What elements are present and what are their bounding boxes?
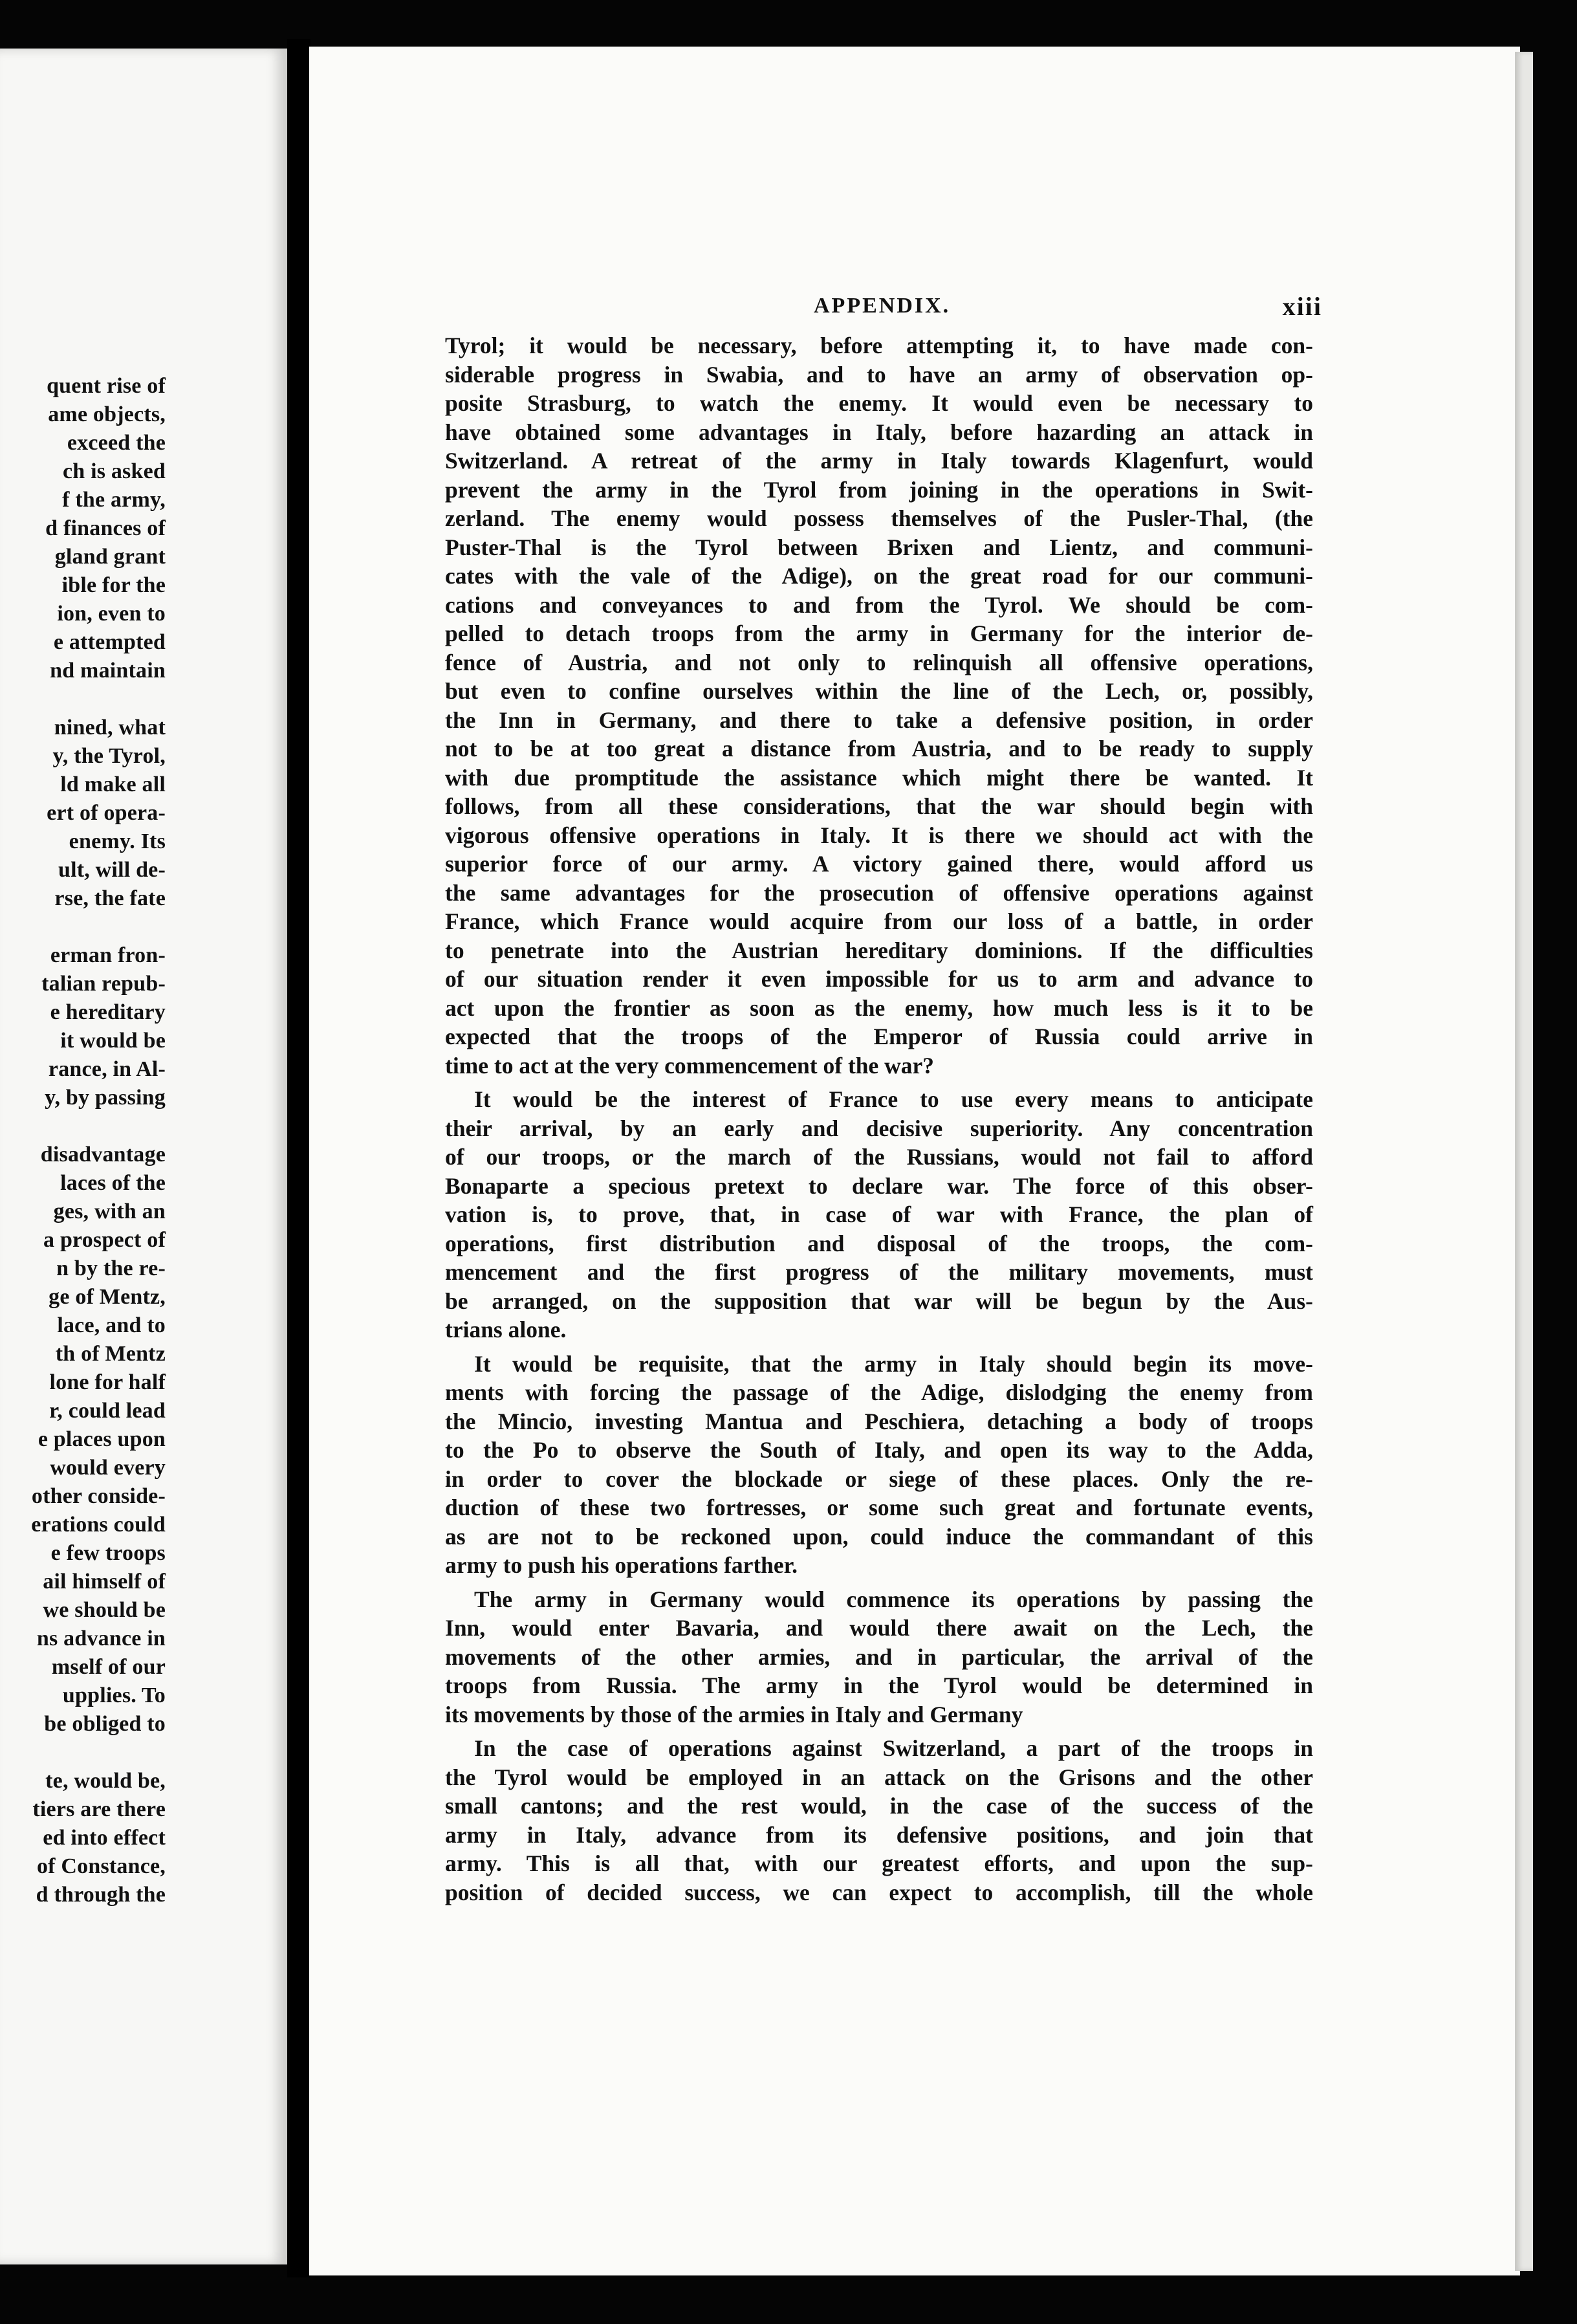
facing-line: e attempted (53, 630, 166, 654)
text-line: small cantons; and the rest would, in the case of the success of the (445, 1793, 1313, 1819)
facing-line: n by the re- (56, 1256, 166, 1280)
facing-line: be obliged to (44, 1712, 166, 1736)
facing-paragraph (0, 372, 166, 685)
facing-line: e hereditary (50, 1000, 166, 1024)
text-line: army. This is all that, with our greatest efforts, and upon the sup- (445, 1850, 1313, 1876)
text-line: to the Po to observe the South of Italy, and open its way to the Adda, (445, 1437, 1313, 1463)
text-line: France, which France would acquire from our loss of a battle, in order (445, 908, 1313, 934)
facing-line: y, by passing (45, 1086, 166, 1110)
facing-page-text (0, 372, 166, 1938)
book-gutter (287, 39, 310, 2277)
text-line: posite Strasburg, to watch the enemy. It would even be necessary to (445, 390, 1313, 416)
facing-paragraph (0, 714, 166, 913)
facing-line: ch is asked (62, 459, 166, 483)
facing-line: ame objects, (48, 402, 166, 426)
facing-line: ail himself of (43, 1570, 166, 1594)
text-line: with due promptitude the assistance which might there be wanted. It (445, 764, 1313, 791)
facing-line: would every (50, 1456, 166, 1480)
facing-line: disadvantage (40, 1143, 166, 1167)
text-line: Puster-Thal is the Tyrol between Brixen and Lientz, and communi- (445, 534, 1313, 560)
facing-line: enemy. Its (69, 829, 166, 853)
text-line: not to be at too great a distance from Austria, and to be ready to supply (445, 736, 1313, 762)
text-line: pelled to detach troops from the army in Germany for the interior de- (445, 620, 1313, 646)
facing-paragraph (0, 941, 166, 1112)
text-line: have obtained some advantages in Italy, before hazarding an attack in (445, 419, 1313, 445)
facing-line: te, would be, (45, 1769, 166, 1793)
facing-line: ge of Mentz, (49, 1285, 166, 1309)
facing-paragraph (0, 1767, 166, 1909)
facing-line: f the army, (62, 488, 166, 512)
facing-line: e places upon (38, 1427, 166, 1451)
facing-line: other conside- (31, 1484, 166, 1508)
text-line: movements of the other armies, and in particular, the arrival of the (445, 1643, 1313, 1670)
facing-line: gland grant (54, 545, 166, 569)
text-line: duction of these two fortresses, or some such great and fortunate events, (445, 1495, 1313, 1520)
paragraph (445, 1585, 1313, 1729)
facing-line: laces of the (60, 1171, 166, 1195)
text-line: Tyrol; it would be necessary, before attempting it, to have made con- (445, 333, 1313, 358)
facing-line: we should be (43, 1598, 166, 1622)
text-line: the Tyrol would be employed in an attack on the Grisons and the other (445, 1764, 1313, 1790)
text-line: of our situation render it even impossible for us to arm and advance to (445, 966, 1313, 992)
text-line: It would be requisite, that the army in Italy should begin its move- (474, 1350, 1313, 1377)
text-line: as are not to be reckoned upon, could induce the commandant of this (445, 1523, 1313, 1550)
text-line: The army in Germany would commence its operations by passing the (474, 1586, 1313, 1612)
text-line: position of decided success, we can expect to accomplish, till the whole (445, 1879, 1313, 1905)
facing-line: a prospect of (43, 1228, 166, 1252)
running-head: APPENDIX. (814, 294, 951, 318)
facing-line: ns advance in (36, 1627, 166, 1650)
facing-paragraph (0, 1141, 166, 1738)
text-line: vigorous offensive operations in Italy. It is there we should act with the (445, 822, 1313, 848)
facing-line: ert of opera- (47, 801, 166, 825)
facing-line: rse, the fate (54, 886, 166, 910)
text-line: trians alone. (445, 1317, 567, 1343)
text-line: vation is, to prove, that, in case of war with France, the plan of (445, 1201, 1313, 1227)
facing-line: ed into effect (43, 1826, 166, 1850)
text-line: superior force of our army. A victory gained there, would afford us (445, 851, 1313, 877)
facing-line: erations could (31, 1513, 166, 1537)
text-line: in order to cover the blockade or siege of these places. Only the re- (445, 1465, 1313, 1492)
text-line: time to act at the very commencement of the war? (445, 1052, 935, 1079)
facing-line: d through the (36, 1883, 166, 1907)
facing-line: th of Mentz (55, 1342, 166, 1366)
text-line: cates with the vale of the Adige), on the great road for our communi- (445, 563, 1313, 589)
page-header (451, 290, 1322, 329)
text-line: zerland. The enemy would possess themselves of the Pusler-Thal, (the (445, 505, 1313, 531)
text-line: be arranged, on the supposition that war will be begun by the Aus- (445, 1288, 1313, 1314)
text-line: but even to confine ourselves within the line of the Lech, or, possibly, (445, 678, 1313, 704)
text-line: army in Italy, advance from its defensive positions, and join that (445, 1821, 1313, 1848)
text-line: prevent the army in the Tyrol from joining in the operations in Swit- (445, 476, 1313, 503)
facing-line: lace, and to (57, 1313, 166, 1337)
facing-line: ges, with an (53, 1200, 166, 1223)
facing-line: nined, what (54, 716, 166, 740)
text-line: mencement and the first progress of the military movements, must (445, 1259, 1313, 1285)
text-line: Inn, would enter Bavaria, and would there await on the Lech, the (445, 1615, 1313, 1641)
paragraph (445, 331, 1313, 1080)
text-line: its movements by those of the armies in Italy and Germany (445, 1701, 1023, 1727)
facing-line: ion, even to (57, 602, 166, 626)
facing-line: quent rise of (47, 374, 166, 398)
facing-line: mself of our (51, 1655, 166, 1679)
facing-line: lone for half (49, 1370, 166, 1394)
paragraph (445, 1350, 1313, 1580)
text-line: fence of Austria, and not only to relinquish all offensive operations, (445, 649, 1313, 675)
page-edge (1515, 52, 1533, 2271)
text-line: their arrival, by an early and decisive superiority. Any concentration (445, 1115, 1313, 1141)
text-line: expected that the troops of the Emperor of Russia could arrive in (445, 1024, 1313, 1049)
text-line: follows, from all these considerations, that the war should begin with (445, 793, 1313, 819)
body-text (445, 331, 1313, 1912)
text-line: siderable progress in Swabia, and to have an army of observation op- (445, 361, 1313, 388)
facing-page-left (0, 49, 287, 2264)
facing-line: rance, in Al- (48, 1057, 166, 1081)
facing-line: erman fron- (50, 943, 166, 967)
text-line: Switzerland. A retreat of the army in Italy towards Klagenfurt, would (445, 448, 1313, 474)
text-line: cations and conveyances to and from the Tyrol. We should be com- (445, 591, 1313, 618)
text-line: army to push his operations farther. (445, 1552, 798, 1578)
text-line: operations, first distribution and disposal of the troops, the com- (445, 1230, 1313, 1256)
text-line: act upon the frontier as soon as the enemy, how much less is it to be (445, 994, 1313, 1021)
text-line: the same advantages for the prosecution of offensive operations against (445, 879, 1313, 906)
text-line: It would be the interest of France to use every means to anticipate (474, 1086, 1313, 1112)
page-number: xiii (1282, 292, 1322, 321)
paragraph (445, 1085, 1313, 1344)
text-line: the Inn in Germany, and there to take a defensive position, in order (445, 707, 1313, 733)
facing-line: it would be (60, 1029, 166, 1053)
facing-line: exceed the (67, 431, 166, 455)
facing-line: upplies. To (62, 1683, 166, 1707)
facing-line: ld make all (60, 773, 166, 796)
text-line: In the case of operations against Switzerland, a part of the troops in (474, 1735, 1313, 1761)
facing-line: of Constance, (36, 1854, 166, 1878)
text-line: troops from Russia. The army in the Tyrol would be determined in (445, 1672, 1313, 1698)
paragraph (445, 1734, 1313, 1907)
facing-line: y, the Tyrol, (52, 744, 166, 768)
text-line: ments with forcing the passage of the Adige, dislodging the enemy from (445, 1379, 1313, 1405)
facing-line: nd maintain (50, 659, 166, 683)
text-line: to penetrate into the Austrian hereditary dominions. If the difficulties (445, 937, 1313, 963)
facing-line: d finances of (45, 516, 166, 540)
facing-line: tiers are there (32, 1797, 166, 1821)
facing-line: r, could lead (49, 1399, 166, 1423)
facing-line: talian repub- (41, 972, 166, 996)
facing-line: ult, will de- (58, 858, 166, 882)
facing-line: ible for the (61, 573, 166, 597)
text-line: the Mincio, investing Mantua and Peschiera, detaching a body of troops (445, 1408, 1313, 1434)
text-line: Bonaparte a specious pretext to declare war. The force of this obser- (445, 1172, 1313, 1199)
facing-line: e few troops (50, 1541, 166, 1565)
text-line: of our troops, or the march of the Russians, would not fail to afford (445, 1144, 1313, 1170)
